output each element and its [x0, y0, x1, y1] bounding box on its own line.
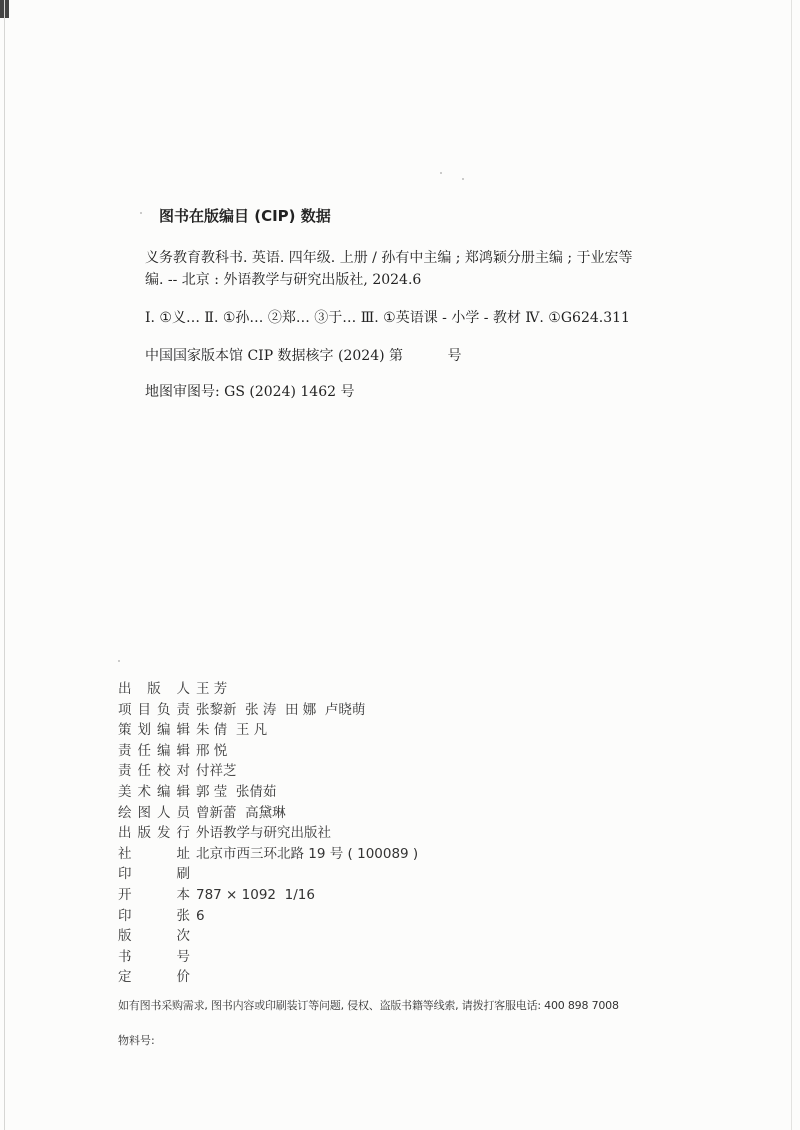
credit-value: 张黎新 张 涛 田 娜 卢晓萌: [196, 701, 366, 718]
credit-value: 王 芳: [196, 681, 228, 697]
credit-row: [118, 965, 418, 986]
credit-row: [118, 677, 418, 698]
credit-label: 绘图人员: [118, 804, 190, 821]
credit-row: [118, 698, 418, 719]
credit-value: 外语教学与研究出版社: [196, 825, 331, 842]
credit-row: [118, 821, 418, 842]
scan-edge-line: [4, 0, 5, 1130]
credit-label: 开本: [118, 886, 190, 903]
credit-label: 版次: [118, 928, 190, 945]
credit-value: 787 × 1092 1/16: [196, 886, 315, 903]
credit-value: 邢 悦: [196, 742, 228, 759]
credit-row: [118, 780, 418, 801]
credit-label: 出版发行: [118, 825, 190, 842]
credit-label: 责任编辑: [118, 742, 190, 759]
credits-list: [118, 677, 418, 986]
scan-speck: [440, 172, 442, 174]
credit-row: [118, 862, 418, 883]
credit-value: 付祥芝: [196, 763, 237, 780]
credit-label: 美术编辑: [118, 783, 190, 800]
cip-title: 图书在版编目 (CIP) 数据: [159, 207, 331, 225]
customer-service-note: 如有图书采购需求, 图书内容或印刷装订等问题, 侵权、盗版书籍等线索, 请拨打客服电话: 400 898 7008: [118, 999, 619, 1012]
cip-subjects: Ⅰ. ①义… Ⅱ. ①孙… ②郑… ③于… Ⅲ. ①英语课 - 小学 - 教材 Ⅳ. ①G624.311: [145, 310, 630, 326]
credit-label: 项目负责: [118, 701, 190, 718]
scan-speck: [140, 212, 142, 214]
credit-value: 曾新蕾 高黛琳: [196, 804, 286, 821]
credit-label: 出版人: [118, 681, 190, 697]
credit-label: 印张: [118, 907, 190, 924]
credit-row: [118, 904, 418, 925]
credit-row: [118, 924, 418, 945]
credit-value: 朱 倩 王 凡: [196, 722, 268, 739]
material-number: 物料号:: [118, 1034, 155, 1047]
credit-label: 社址: [118, 845, 190, 862]
credit-row: [118, 739, 418, 760]
credit-row: [118, 759, 418, 780]
scan-speck: [462, 178, 464, 180]
map-review-number: 地图审图号: GS (2024) 1462 号: [145, 384, 355, 400]
credit-row: [118, 945, 418, 966]
credit-row: [118, 842, 418, 863]
cip-number: 中国国家版本馆 CIP 数据核字 (2024) 第 号: [145, 348, 462, 364]
credit-row: [118, 883, 418, 904]
cip-description-line2: 编. -- 北京 : 外语教学与研究出版社, 2024.6: [145, 272, 422, 288]
credit-label: 责任校对: [118, 763, 190, 780]
cip-description-line1: 义务教育教科书. 英语. 四年级. 上册 / 孙有中主编 ; 郑鸿颖分册主编 ; 于业宏等: [145, 250, 633, 266]
scan-speck: [118, 660, 120, 662]
credit-label: 书号: [118, 948, 190, 965]
credit-label: 印刷: [118, 866, 190, 883]
credit-row: [118, 718, 418, 739]
credit-value: 北京市西三环北路 19 号 ( 100089 ): [196, 845, 419, 862]
scan-right-edge: [791, 0, 792, 1130]
credit-row: [118, 801, 418, 822]
credit-value: 6: [196, 907, 205, 924]
credit-label: 定价: [118, 969, 190, 986]
credit-value: 郭 莹 张倩茹: [196, 783, 277, 800]
credit-label: 策划编辑: [118, 722, 190, 739]
